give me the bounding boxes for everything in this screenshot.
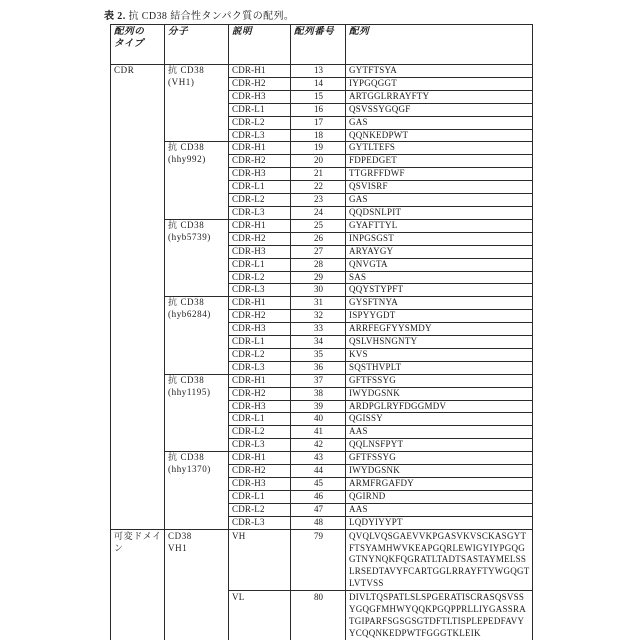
seq-id-cell: 23 — [291, 194, 346, 207]
description-cell: CDR-H2 — [229, 387, 291, 400]
description-cell: CDR-L1 — [229, 336, 291, 349]
table-header-row — [111, 25, 533, 65]
seq-id-cell: 13 — [291, 65, 346, 78]
sequence-cell: QGISSY — [346, 413, 533, 426]
sequence-table-body — [111, 65, 533, 640]
seq-id-cell: 25 — [291, 219, 346, 232]
sequence-cell: TTGRFFDWF — [346, 168, 533, 181]
description-cell: CDR-H3 — [229, 323, 291, 336]
seq-id-cell: 15 — [291, 90, 346, 103]
sequence-cell: AAS — [346, 503, 533, 516]
seq-id-cell: 80 — [291, 591, 346, 640]
sequence-cell: KVS — [346, 348, 533, 361]
seq-id-cell: 47 — [291, 503, 346, 516]
molecule-cell: 抗 CD38 (VH1) — [165, 65, 229, 142]
column-header-molecule: 分子 — [165, 25, 229, 65]
description-cell: CDR-L3 — [229, 129, 291, 142]
seq-id-cell: 43 — [291, 452, 346, 465]
seq-id-cell: 16 — [291, 103, 346, 116]
description-cell: CDR-H2 — [229, 77, 291, 90]
seq-id-cell: 21 — [291, 168, 346, 181]
sequence-type-cell: CDR — [111, 65, 165, 530]
description-cell: CDR-L3 — [229, 516, 291, 529]
sequence-cell: QQLNSFPYT — [346, 439, 533, 452]
table-title-text: 抗 CD38 結合性タンパク質の配列。 — [125, 11, 295, 22]
sequence-type-cell: 可変ドメイン — [111, 529, 165, 640]
table-row — [111, 529, 533, 591]
description-cell: CDR-H3 — [229, 245, 291, 258]
seq-id-cell: 45 — [291, 478, 346, 491]
molecule-cell: 抗 CD38 (hhy992) — [165, 142, 229, 219]
description-cell: CDR-H1 — [229, 452, 291, 465]
sequence-cell: LQDYIYYPT — [346, 516, 533, 529]
sequence-cell: QSVISRF — [346, 181, 533, 194]
sequence-cell: GYTFTSYA — [346, 65, 533, 78]
sequence-cell: IWYDGSNK — [346, 465, 533, 478]
seq-id-cell: 22 — [291, 181, 346, 194]
sequence-cell: ARRFEGFYYSMDY — [346, 323, 533, 336]
sequence-cell: QQNKEDPWT — [346, 129, 533, 142]
molecule-cell: 抗 CD38 (hyb5739) — [165, 219, 229, 296]
description-cell: CDR-H1 — [229, 297, 291, 310]
description-cell: CDR-H2 — [229, 465, 291, 478]
sequence-cell: GAS — [346, 116, 533, 129]
molecule-cell: 抗 CD38 (hhy1195) — [165, 374, 229, 451]
table-row — [111, 65, 533, 78]
seq-id-cell: 48 — [291, 516, 346, 529]
column-header-sequence-type: 配列の タイプ — [111, 25, 165, 65]
table-row — [111, 297, 533, 310]
description-cell: CDR-L1 — [229, 181, 291, 194]
seq-id-cell: 29 — [291, 271, 346, 284]
seq-id-cell: 39 — [291, 400, 346, 413]
table-row — [111, 142, 533, 155]
sequence-cell: AAS — [346, 426, 533, 439]
molecule-cell: CD38 VH1 — [165, 529, 229, 640]
sequence-cell: IWYDGSNK — [346, 387, 533, 400]
sequence-cell: IYPGQGGT — [346, 77, 533, 90]
table-row — [111, 374, 533, 387]
sequence-cell: QQDSNLPIT — [346, 206, 533, 219]
description-cell: CDR-H3 — [229, 400, 291, 413]
sequence-cell: QGIRND — [346, 490, 533, 503]
description-cell: CDR-H3 — [229, 478, 291, 491]
seq-id-cell: 18 — [291, 129, 346, 142]
seq-id-cell: 24 — [291, 206, 346, 219]
sequence-cell: ARDPGLRYFDGGMDV — [346, 400, 533, 413]
seq-id-cell: 26 — [291, 232, 346, 245]
sequence-cell: QSLVHSNGNTY — [346, 336, 533, 349]
description-cell: CDR-L2 — [229, 426, 291, 439]
description-cell: CDR-L2 — [229, 116, 291, 129]
description-cell: CDR-L1 — [229, 103, 291, 116]
description-cell: CDR-H3 — [229, 90, 291, 103]
sequence-table — [110, 24, 533, 640]
description-cell: CDR-H1 — [229, 65, 291, 78]
description-cell: VL — [229, 591, 291, 640]
description-cell: VH — [229, 529, 291, 591]
seq-id-cell: 14 — [291, 77, 346, 90]
sequence-cell: QNVGTA — [346, 258, 533, 271]
seq-id-cell: 30 — [291, 284, 346, 297]
sequence-cell: INPGSGST — [346, 232, 533, 245]
table-title-number: 表 2. — [104, 11, 126, 22]
column-header-seq-id: 配列番号 — [291, 25, 346, 65]
description-cell: CDR-H2 — [229, 232, 291, 245]
sequence-cell: GFTFSSYG — [346, 452, 533, 465]
sequence-cell: GYSFTNYA — [346, 297, 533, 310]
seq-id-cell: 46 — [291, 490, 346, 503]
sequence-cell: SAS — [346, 271, 533, 284]
seq-id-cell: 79 — [291, 529, 346, 591]
description-cell: CDR-H1 — [229, 219, 291, 232]
sequence-cell: SQSTHVPLT — [346, 361, 533, 374]
sequence-cell: QSVSSYGQGF — [346, 103, 533, 116]
sequence-cell: GAS — [346, 194, 533, 207]
molecule-cell: 抗 CD38 (hhy1370) — [165, 452, 229, 529]
seq-id-cell: 28 — [291, 258, 346, 271]
seq-id-cell: 38 — [291, 387, 346, 400]
description-cell: CDR-L2 — [229, 271, 291, 284]
seq-id-cell: 42 — [291, 439, 346, 452]
description-cell: CDR-L3 — [229, 439, 291, 452]
description-cell: CDR-L3 — [229, 361, 291, 374]
molecule-cell: 抗 CD38 (hyb6284) — [165, 297, 229, 374]
sequence-cell: GFTFSSYG — [346, 374, 533, 387]
description-cell: CDR-L2 — [229, 194, 291, 207]
table-row — [111, 219, 533, 232]
seq-id-cell: 32 — [291, 310, 346, 323]
sequence-cell: ARYAYGY — [346, 245, 533, 258]
seq-id-cell: 34 — [291, 336, 346, 349]
seq-id-cell: 35 — [291, 348, 346, 361]
sequence-cell: ARTGGLRRAYFTY — [346, 90, 533, 103]
table-title — [104, 7, 294, 22]
description-cell: CDR-L2 — [229, 348, 291, 361]
sequence-cell: DIVLTQSPATLSLSPGERATISCRASQSVSSYGQGFMHWYQQKPGQPPRLLIYGASSRATGIPARFSGSGSGTDFTLTISPLEPEDFAVYYCQQNKEDPWTFGGGTKLEIK — [346, 591, 533, 640]
description-cell: CDR-H1 — [229, 142, 291, 155]
description-cell: CDR-L1 — [229, 413, 291, 426]
seq-id-cell: 37 — [291, 374, 346, 387]
sequence-cell: QQYSTYPFT — [346, 284, 533, 297]
column-header-description: 説明 — [229, 25, 291, 65]
column-header-sequence: 配列 — [346, 25, 533, 65]
sequence-cell: GYAFTTYL — [346, 219, 533, 232]
seq-id-cell: 33 — [291, 323, 346, 336]
description-cell: CDR-H2 — [229, 155, 291, 168]
table-row — [111, 452, 533, 465]
seq-id-cell: 17 — [291, 116, 346, 129]
seq-id-cell: 20 — [291, 155, 346, 168]
description-cell: CDR-L3 — [229, 284, 291, 297]
description-cell: CDR-H3 — [229, 168, 291, 181]
description-cell: CDR-H2 — [229, 310, 291, 323]
seq-id-cell: 36 — [291, 361, 346, 374]
seq-id-cell: 41 — [291, 426, 346, 439]
seq-id-cell: 40 — [291, 413, 346, 426]
seq-id-cell: 27 — [291, 245, 346, 258]
description-cell: CDR-L1 — [229, 258, 291, 271]
seq-id-cell: 19 — [291, 142, 346, 155]
description-cell: CDR-L2 — [229, 503, 291, 516]
description-cell: CDR-L1 — [229, 490, 291, 503]
sequence-cell: ISPYYGDT — [346, 310, 533, 323]
sequence-cell: FDPEDGET — [346, 155, 533, 168]
seq-id-cell: 44 — [291, 465, 346, 478]
sequence-cell: ARMFRGAFDY — [346, 478, 533, 491]
description-cell: CDR-H1 — [229, 374, 291, 387]
seq-id-cell: 31 — [291, 297, 346, 310]
sequence-cell: QVQLVQSGAEVVKPGASVKVSCKASGYTFTSYAMHWVKEAPGQRLEWIGYIYPGQGGTNYNQKFQGRATLTADTSASTAYMELSSLRSEDTAVYFCARTGGLRRAYFTYWGQGTLVTVSS — [346, 529, 533, 591]
sequence-cell: GYTLTEFS — [346, 142, 533, 155]
description-cell: CDR-L3 — [229, 206, 291, 219]
